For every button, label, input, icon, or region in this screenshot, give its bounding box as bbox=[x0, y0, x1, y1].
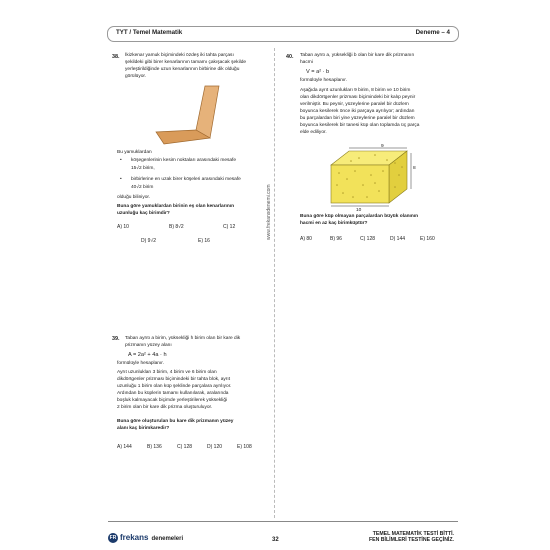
brand-name: frekans bbox=[120, 533, 149, 543]
brand-sub: denemeleri bbox=[151, 536, 184, 543]
q38-bullet-line: 15√2 birim, bbox=[131, 166, 155, 171]
dim-label-bottom: 10 bbox=[356, 208, 362, 213]
option-a[interactable]: A) 10 bbox=[117, 224, 129, 230]
trapezoid-figure bbox=[150, 82, 240, 152]
header-subject: TYT / Temel Matematik bbox=[116, 29, 183, 36]
footer-divider bbox=[108, 521, 458, 522]
q39-body-line: Ayrıt uzunlukları 3 birim, 4 birim ve 6 birim olan bbox=[117, 370, 217, 375]
q38-bullet-line: köşegenlerinin kesim noktaları arasındaki mesafe bbox=[131, 158, 237, 163]
q38-stem-line: yerleştirildiğinde uzun kenarlarının birbirine dik olduğu bbox=[125, 67, 240, 72]
bullet-icon: • bbox=[120, 158, 122, 163]
brand-logo-icon: FR bbox=[109, 535, 117, 541]
q39-question-line: alanı kaç birimkaredir? bbox=[117, 426, 170, 431]
q38-stem-line: İkizkenar yamuk biçimindeki özdeş iki tahta parçası bbox=[125, 53, 234, 58]
q40-formula: V = a² · b bbox=[306, 69, 330, 75]
option-c[interactable]: C) 128 bbox=[177, 444, 193, 450]
q38-stem-line: şekildeki gibi birer kenarlarının tamamı çakışacak şekilde bbox=[125, 60, 247, 65]
cheese-block-figure bbox=[325, 145, 420, 207]
brand-logo bbox=[108, 533, 183, 543]
question-number: 39. bbox=[112, 336, 120, 342]
q39-formula: A = 2a² + 4a · h bbox=[128, 352, 167, 358]
option-d[interactable]: D) 9√2 bbox=[141, 238, 156, 244]
q39-body-line: uzunluğu 1 birim olan küp şeklinde parçalara ayrılıyor. bbox=[117, 384, 232, 389]
q40-body-line: boyunca kesilerek önce iki parçaya ayrılıyor; ardından bbox=[300, 109, 415, 114]
q39-body-line: 2 birim olan bir kare dik prizma oluşturuluyor. bbox=[117, 405, 213, 410]
q40-stem-line: hacmi bbox=[300, 60, 313, 65]
q39-stem-line: Taban ayrıtı a birim, yüksekliği h birim olan bir kare dik bbox=[125, 336, 241, 341]
q39-formula-note: formülüyle hesaplanır. bbox=[117, 361, 164, 366]
page-number: 32 bbox=[272, 537, 279, 543]
option-b[interactable]: B) 96 bbox=[330, 236, 342, 242]
q39-question-line: Buna göre oluşturulan bu kare dik prizmanın yüzey bbox=[117, 419, 234, 424]
q38-bullet-line: birbirlerine en uzak birer köşeleri arasındaki mesafe bbox=[131, 177, 241, 182]
q38-info-intro: Bu yamuklardan bbox=[117, 150, 152, 155]
dim-label-side: 8 bbox=[413, 166, 416, 171]
option-e[interactable]: E) 160 bbox=[420, 236, 435, 242]
option-d[interactable]: D) 144 bbox=[390, 236, 406, 242]
option-e[interactable]: E) 16 bbox=[198, 238, 210, 244]
website-text: www.frekansdenemi.com bbox=[266, 184, 272, 240]
end-note-line: TEMEL MATEMATİK TESTİ BİTTİ. bbox=[372, 531, 454, 537]
option-e[interactable]: E) 108 bbox=[237, 444, 252, 450]
page-header bbox=[107, 26, 459, 42]
question-number: 40. bbox=[286, 54, 294, 60]
option-b[interactable]: B) 8√2 bbox=[169, 224, 184, 230]
bullet-icon: • bbox=[120, 177, 122, 182]
q40-body-line: Aşağıda ayrıt uzunlukları 9 birim, 8 birim ve 10 birim bbox=[300, 88, 411, 93]
q39-body-line: boşluk kalmayacak biçimde yerleştirilerek yüksekliği bbox=[117, 398, 228, 403]
column-divider bbox=[274, 48, 275, 518]
end-note bbox=[369, 531, 454, 544]
q38-info-end: olduğu biliniyor. bbox=[117, 195, 151, 200]
q39-stem-line: prizmanın yüzey alanı bbox=[125, 343, 172, 348]
q40-formula-note: formülüyle hesaplanır. bbox=[300, 78, 347, 83]
q39-body-line: dikdörtgenler prizması biçimindeki bir tahta blok, ayrıt bbox=[117, 377, 231, 382]
q38-question-line: uzunluğu kaç birimdir? bbox=[117, 211, 170, 216]
dim-label-top: 9 bbox=[381, 144, 384, 149]
option-c[interactable]: C) 12 bbox=[223, 224, 236, 230]
question-number: 38. bbox=[112, 54, 120, 60]
q40-body-line: verilmiştir. Bu peynir, yüzeylerine paralel bir düzlem bbox=[300, 102, 409, 107]
q40-question-line: hacmi en az kaç birimküptür? bbox=[300, 221, 368, 226]
q40-body-line: elde ediliyor. bbox=[300, 130, 327, 135]
q40-body-line: olan dikdörtgenler prizması biçimindeki bir kalıp peynir bbox=[300, 95, 416, 100]
option-a[interactable]: A) 80 bbox=[300, 236, 312, 242]
end-note-line: FEN BİLİMLERİ TESTİNE GEÇİNİZ. bbox=[368, 537, 454, 544]
q40-body-line: bu parçalardan biri yine yüzeylerine paralel bir düzlem bbox=[300, 116, 415, 121]
option-c[interactable]: C) 128 bbox=[360, 236, 376, 242]
q40-question-line: Buna göre küp olmayan parçalardan büyük olanının bbox=[300, 214, 419, 219]
option-a[interactable]: A) 144 bbox=[117, 444, 132, 450]
q38-question-line: Buna göre yamuklardan birinin eş olan kenarlarının bbox=[117, 204, 235, 209]
option-d[interactable]: D) 120 bbox=[207, 444, 223, 450]
q40-body-line: boyunca kesilerek bir tanesi küp olan toplamda üç parça bbox=[300, 123, 420, 128]
q40-stem-line: Taban ayrıtı a, yüksekliği b olan bir kare dik prizmanın bbox=[300, 53, 415, 58]
q38-bullet-line: 40√2 birim bbox=[131, 185, 154, 190]
q39-body-line: Ardından bu küplerin tamamı kullanılarak, aralarında bbox=[117, 391, 229, 396]
q38-stem-line: görülüyor. bbox=[125, 74, 147, 79]
option-b[interactable]: B) 136 bbox=[147, 444, 162, 450]
header-exam: Deneme – 4 bbox=[415, 29, 450, 36]
